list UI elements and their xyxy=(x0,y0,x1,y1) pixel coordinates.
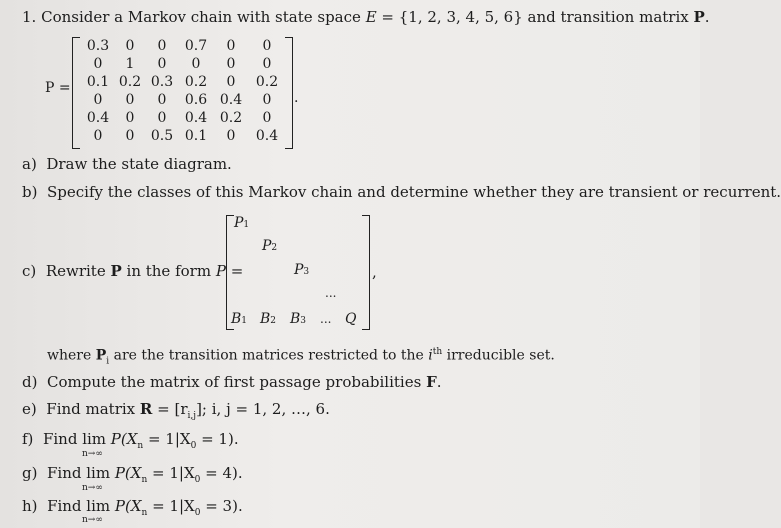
matrix-cell: 0 xyxy=(157,38,167,54)
matrix-cell: 0 xyxy=(157,110,167,126)
matrix-cell: 0 xyxy=(226,128,236,144)
matrix-cell: 0.1 xyxy=(86,74,110,90)
matrix-cell: 0 xyxy=(226,56,236,72)
matrix-cell: 0.1 xyxy=(184,128,208,144)
matrix-cell: 0.3 xyxy=(150,74,174,90)
matrix-end: . xyxy=(294,90,299,106)
matrix-right-bracket xyxy=(285,37,293,149)
matrix-cell: 0.2 xyxy=(184,74,208,90)
matrix-cell: 0 xyxy=(125,128,135,144)
matrix-cell: 0.4 xyxy=(255,128,279,144)
matrix-cell: 0 xyxy=(262,110,272,126)
matrix-cell: 0.3 xyxy=(86,38,110,54)
block-bottom-dots: ... xyxy=(320,312,332,326)
block-dots: ... xyxy=(325,286,337,300)
where-line: where $P_i$ are the transition matrices restricted to the $i^{th}$ irreducible set. xyxy=(47,347,555,367)
question-1-header: 1. Consider a Markov chain with state space E = {1, 2, 3, 4, 5, 6} and transition matrix P. xyxy=(22,8,710,26)
matrix-cell: 0 xyxy=(191,56,201,72)
matrix-cell: 0 xyxy=(262,92,272,108)
matrix-cell: 0 xyxy=(226,74,236,90)
matrix-label: P = xyxy=(45,80,71,96)
matrix-cell: 0.4 xyxy=(184,110,208,126)
part-c: c) Rewrite P in the form P = xyxy=(22,262,244,280)
matrix-cell: 0 xyxy=(262,38,272,54)
block-end: , xyxy=(372,263,377,281)
part-d: d) Compute the matrix of first passage probabilities F. xyxy=(22,373,442,391)
block-q: Q xyxy=(345,311,357,327)
part-a: a) Draw the state diagram. xyxy=(22,155,232,173)
matrix-cell: 0 xyxy=(125,110,135,126)
question-number: 1. xyxy=(22,8,37,26)
matrix-cell: 0 xyxy=(93,56,103,72)
part-e: e) Find matrix $R = [r_{i,j}]$; i, j = 1, 2, …, 6. xyxy=(22,400,330,421)
block-p1: P1 xyxy=(234,215,250,231)
matrix-cell: 1 xyxy=(125,56,135,72)
matrix-cell: 0.2 xyxy=(255,74,279,90)
matrix-cell: 0.2 xyxy=(219,110,243,126)
matrix-cell: 0.7 xyxy=(184,38,208,54)
part-b: b) Specify the classes of this Markov chain and determine whether they are transient or recurrent. xyxy=(22,183,781,201)
part-h: h) Find $\lim P(X_n = 1|X_0 = 3)$. xyxy=(22,497,243,518)
block-right-bracket xyxy=(362,215,370,330)
part-g: g) Find $\lim P(X_n = 1|X_0 = 4)$. xyxy=(22,464,243,485)
matrix-cell: 0.4 xyxy=(86,110,110,126)
part-f: f) Find $\lim P(X_n = 1|X_0 = 1)$. xyxy=(22,430,239,451)
matrix-cell: 0.5 xyxy=(150,128,174,144)
matrix-cell: 0 xyxy=(125,92,135,108)
matrix-cell: 0 xyxy=(157,56,167,72)
matrix-cell: 0 xyxy=(93,128,103,144)
matrix-cell: 0 xyxy=(93,92,103,108)
matrix-cell: 0.6 xyxy=(184,92,208,108)
matrix-cell: 0 xyxy=(262,56,272,72)
block-b3: B3 xyxy=(290,311,307,327)
part-f-limit: n→∞ xyxy=(82,449,103,459)
matrix-left-bracket xyxy=(72,37,80,149)
part-h-limit: n→∞ xyxy=(82,515,103,525)
block-b2: B2 xyxy=(260,311,277,327)
block-p2: P2 xyxy=(262,238,278,254)
matrix-cell: 0 xyxy=(125,38,135,54)
block-p3: P3 xyxy=(294,262,310,278)
matrix-cell: 0.2 xyxy=(118,74,142,90)
matrix-cell: 0 xyxy=(226,38,236,54)
matrix-cell: 0.4 xyxy=(219,92,243,108)
matrix-cell: 0 xyxy=(157,92,167,108)
block-b1: B1 xyxy=(231,311,248,327)
part-g-limit: n→∞ xyxy=(82,483,103,493)
